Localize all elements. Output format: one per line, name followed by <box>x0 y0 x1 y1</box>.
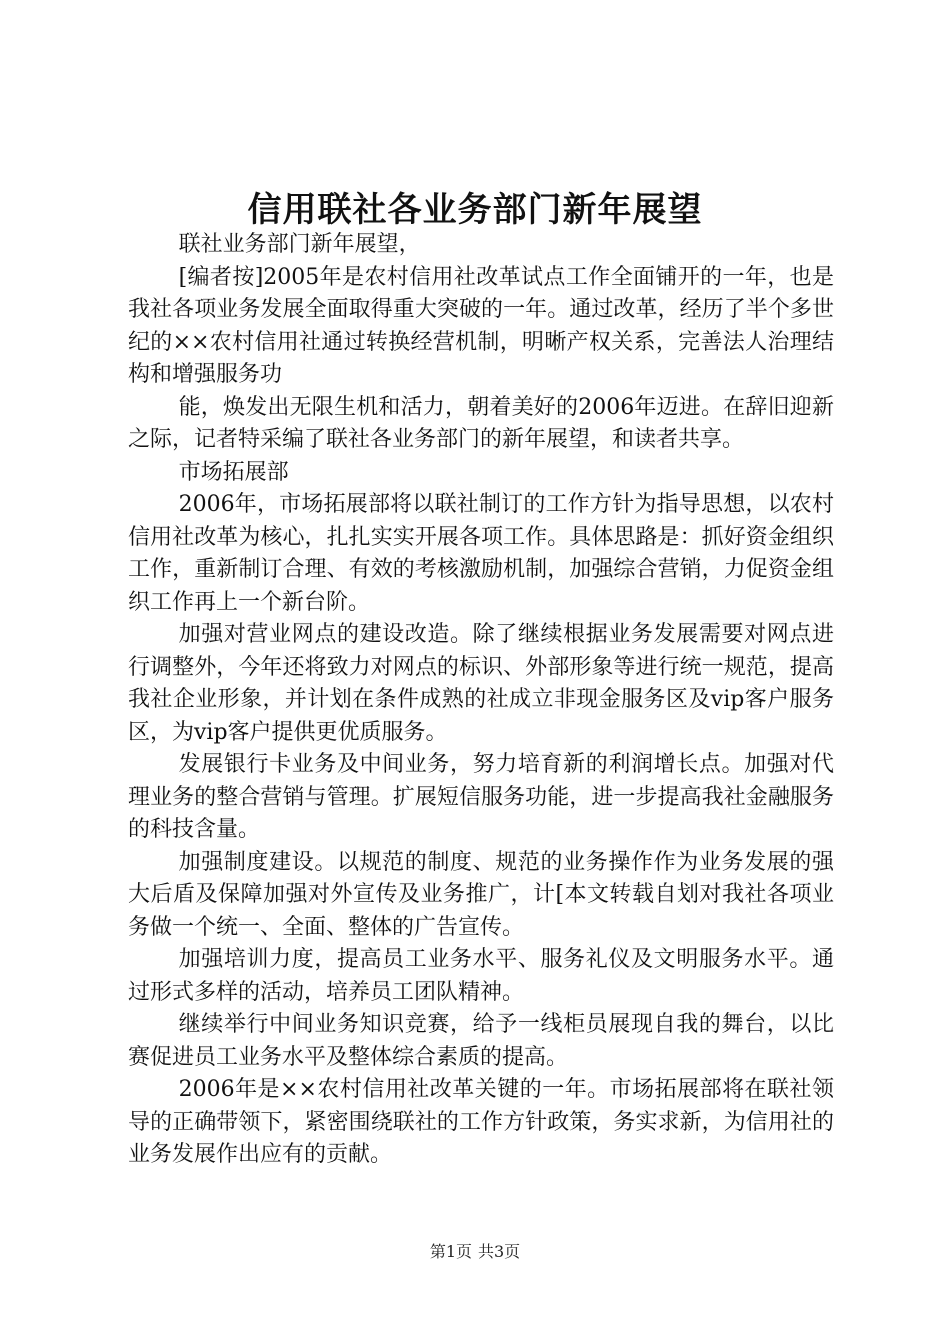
paragraph: 发展银行卡业务及中间业务，努力培育新的利润增长点。加强对代理业务的整合营销与管理。扩展短信服务功能，进一步提高我社金融服务的科技含量。 <box>128 752 834 842</box>
paragraph: 继续举行中间业务知识竞赛，给予一线柜员展现自我的舞台，以比赛促进员工业务水平及整体综合素质的提高。 <box>128 1012 834 1070</box>
paragraph: 加强对营业网点的建设改造。除了继续根据业务发展需要对网点进行调整外，今年还将致力对网点的标识、外部形象等进行统一规范，提高我社企业形象，并计划在条件成熟的社成立非现金服务区及vip客户服务区，为vip客户提供更优质服务。 <box>128 622 834 745</box>
paragraph: 加强制度建设。以规范的制度、规范的业务操作作为业务发展的强大后盾及保障加强对外宣传及业务推广，计[本文转载自划对我社各项业务做一个统一、全面、整体的广告宣传。 <box>128 849 834 940</box>
paragraph: 2006年，市场拓展部将以联社制订的工作方针为指导思想，以农村信用社改革为核心，扎扎实实开展各项工作。具体思路是：抓好资金组织工作，重新制订合理、有效的考核激励机制，加强综合营销，力促资金组织工作再上一个新台阶。 <box>128 492 834 615</box>
paragraph: 能，焕发出无限生机和活力，朝着美好的2006年迈进。在辞旧迎新之际，记者特采编了联社各业务部门的新年展望，和读者共享。 <box>128 394 834 452</box>
page-footer <box>0 1240 950 1264</box>
paragraph: 加强培训力度，提高员工业务水平、服务礼仪及文明服务水平。通过形式多样的活动，培养员工团队精神。 <box>128 947 834 1005</box>
paragraph: 2006年是××农村信用社改革关键的一年。市场拓展部将在联社领导的正确带领下，紧密围绕联社的工作方针政策，务实求新，为信用社的业务发展作出应有的贡献。 <box>128 1077 834 1167</box>
document-body <box>128 229 834 1172</box>
paragraph: [编者按]2005年是农村信用社改革试点工作全面铺开的一年，也是我社各项业务发展全面取得重大突破的一年。通过改革，经历了半个多世纪的××农村信用社通过转换经营机制，明晰产权关系，完善法人治理结构和增强服务功 <box>128 264 834 387</box>
page-total: 共3页 <box>478 1242 521 1261</box>
section-heading: 市场拓展部 <box>178 459 289 485</box>
page-number: 第1页 <box>429 1242 472 1261</box>
paragraph: 联社业务部门新年展望， <box>178 232 421 257</box>
document-title: 信用联社各业务部门新年展望 <box>247 190 703 230</box>
